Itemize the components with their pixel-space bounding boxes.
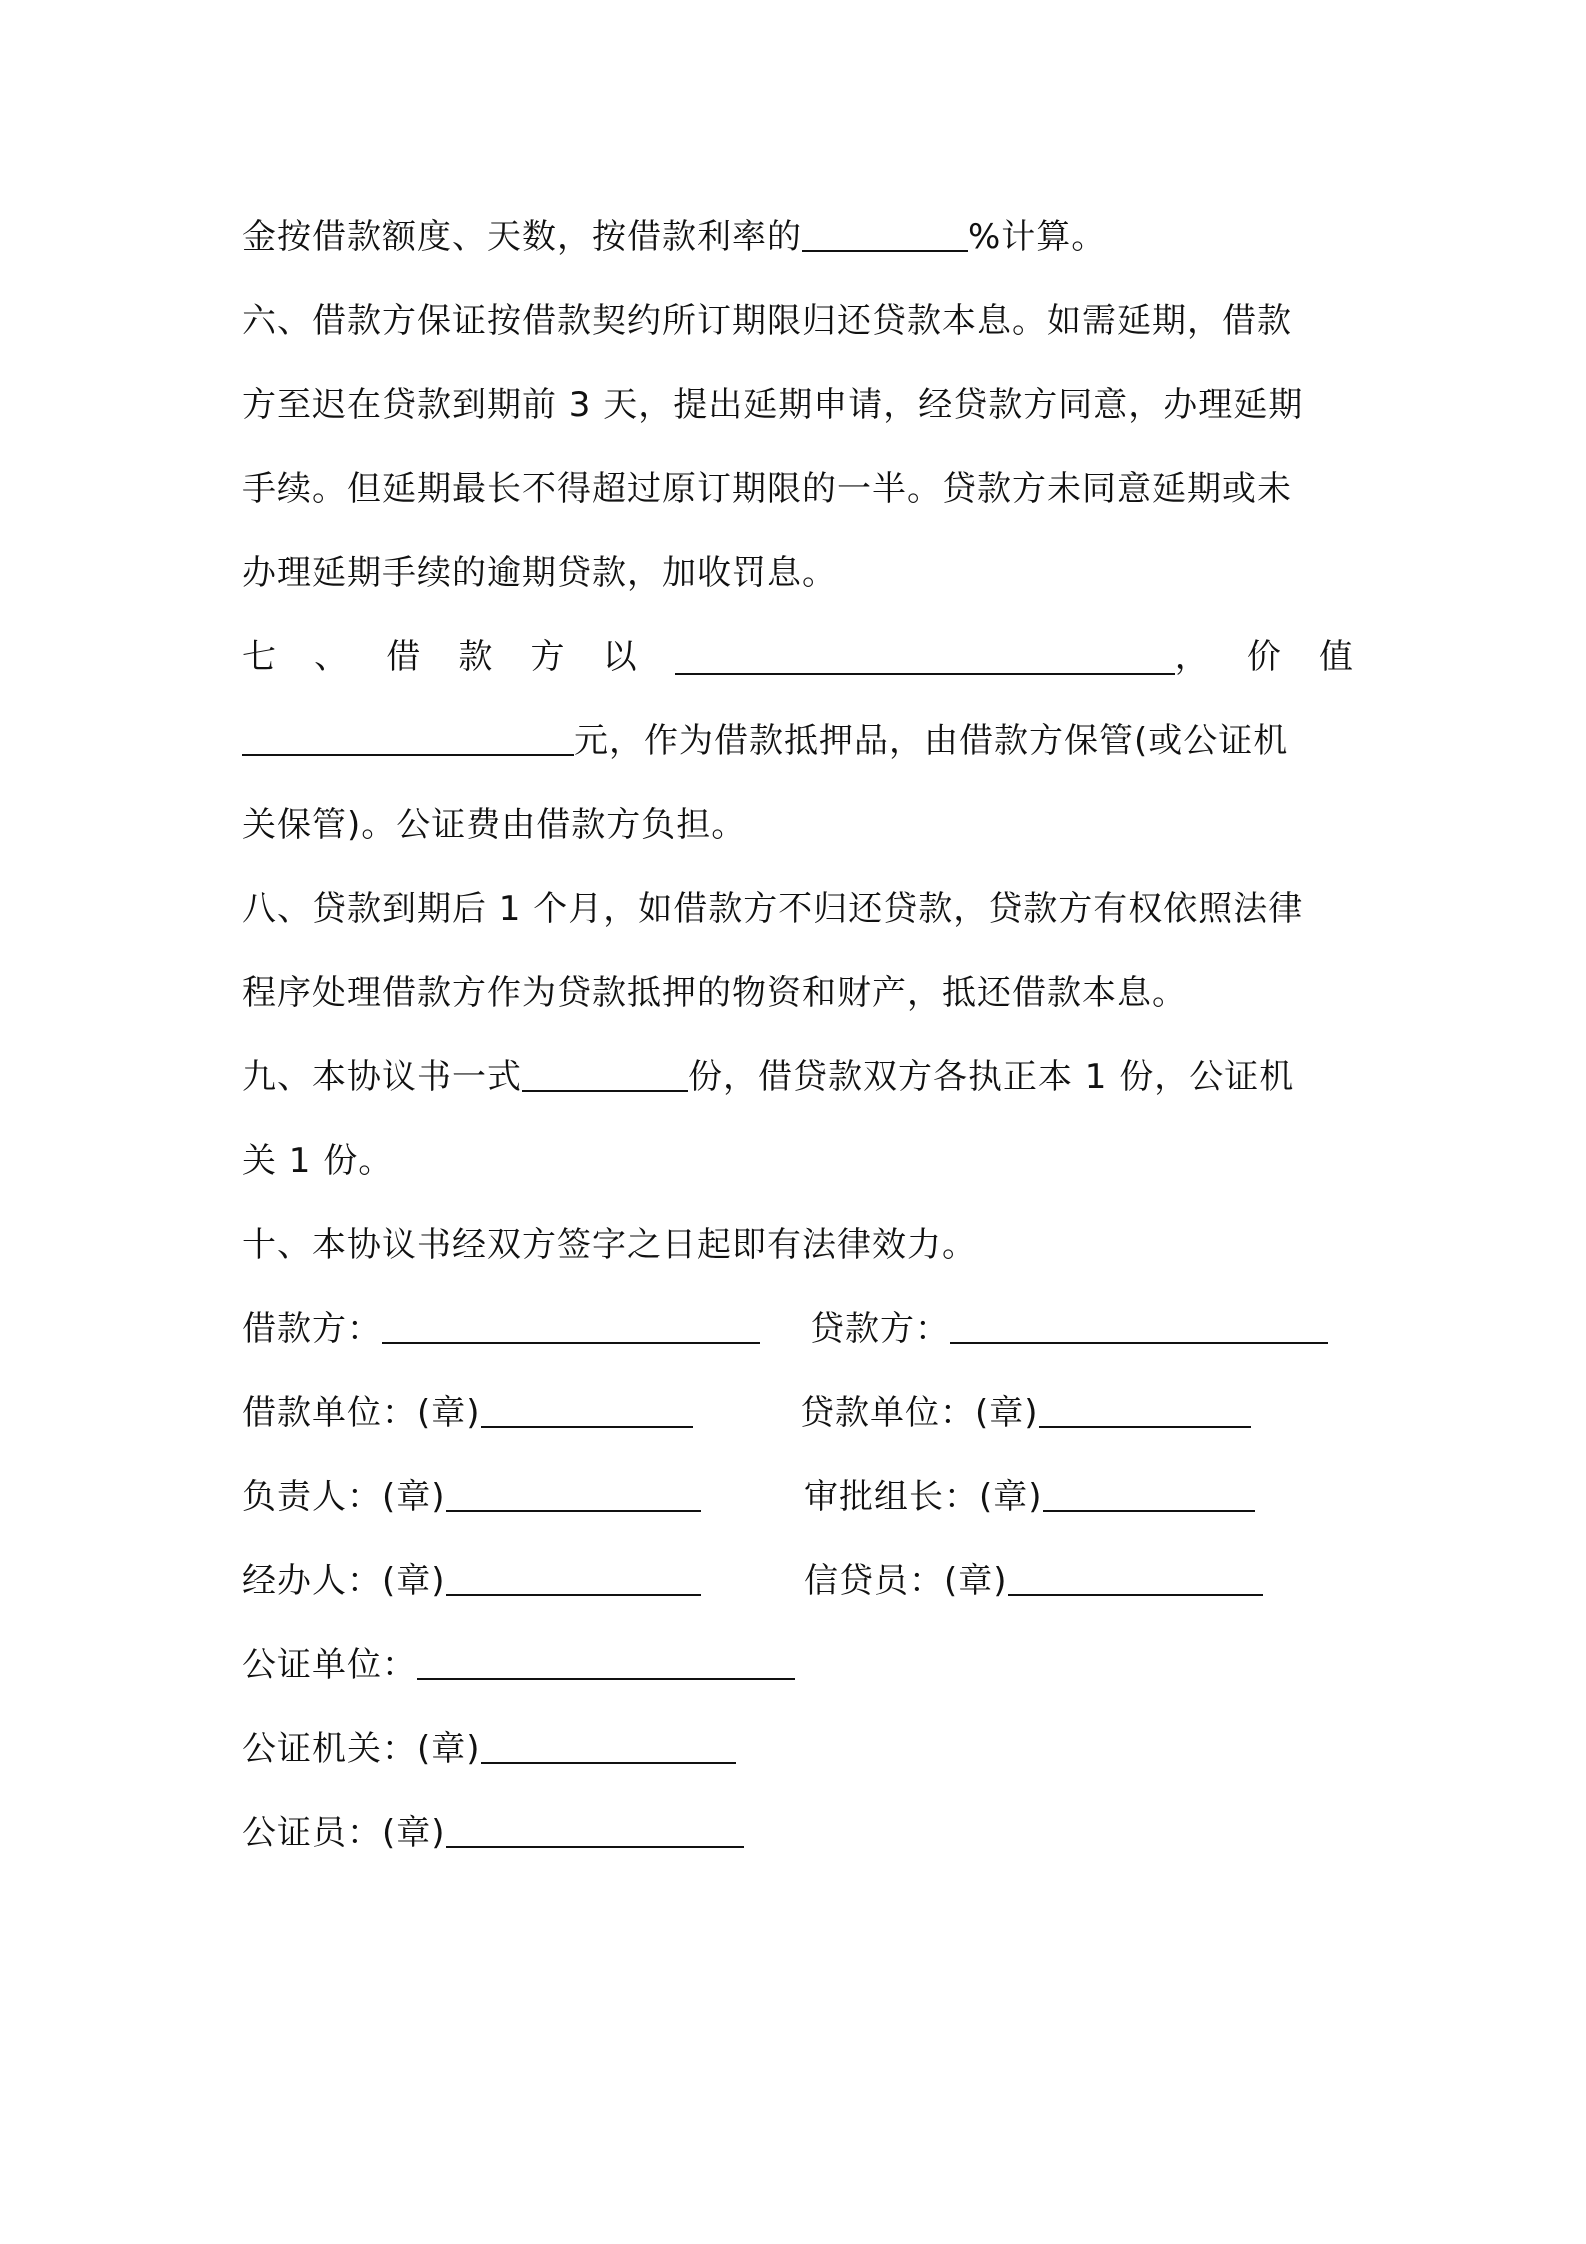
clause-7-line-1: [242, 615, 1354, 699]
lender-label: 贷款方：: [810, 1309, 950, 1349]
clause-8-line-1: 八、贷款到期后 1 个月，如借款方不归还贷款，贷款方有权依照法律: [242, 889, 1304, 929]
borrower-signature: [242, 1287, 760, 1371]
signature-row: [242, 1539, 1354, 1623]
copies-blank: [522, 1056, 688, 1092]
clause-6-line-3: 手续。但延期最长不得超过原订期限的一半。贷款方未同意延期或未: [242, 469, 1292, 509]
clause-6-line-2: 方至迟在贷款到期前 3 天，提出延期申请，经贷款方同意，办理延期: [242, 385, 1304, 425]
approval-leader-blank: [1043, 1476, 1255, 1512]
signature-row: [242, 1287, 1354, 1371]
text-line: [242, 195, 1354, 279]
clause-7-line-3: 关保管)。公证费由借款方负担。: [242, 805, 747, 845]
percent-text: %计算。: [968, 217, 1107, 257]
signature-row: [242, 1791, 1354, 1875]
borrower-unit-blank: [481, 1392, 693, 1428]
handler-signature: [242, 1539, 701, 1623]
clause-6-line-4: 办理延期手续的逾期贷款，加收罚息。: [242, 553, 837, 593]
clause-7-char: 方: [530, 637, 566, 677]
clause-10-line: 十、本协议书经双方签字之日起即有法律效力。: [242, 1225, 977, 1265]
person-in-charge-label: 负责人：(章): [242, 1477, 446, 1517]
clause-7-char: 款: [458, 637, 494, 677]
borrower-unit-signature: [242, 1371, 693, 1455]
clause-7-char: 、: [314, 637, 350, 677]
clause-9-line-2: 关 1 份。: [242, 1141, 394, 1181]
clause-7-char: 价: [1246, 637, 1282, 677]
clause-6-line-1: 六、借款方保证按借款契约所订期限归还贷款本息。如需延期，借款: [242, 301, 1292, 341]
lender-signature: [810, 1287, 1328, 1371]
interest-rate-blank: [802, 216, 968, 252]
handler-label: 经办人：(章): [242, 1561, 446, 1601]
notary-signature: [242, 1791, 744, 1875]
lender-unit-label: 贷款单位：(章): [800, 1393, 1039, 1433]
clause-7-char: 借: [386, 637, 422, 677]
collateral-blank: [675, 639, 1175, 675]
lender-unit-blank: [1039, 1392, 1251, 1428]
clause-7-char: 以: [602, 637, 638, 677]
borrower-blank: [382, 1308, 760, 1344]
clause-7-char: 七: [242, 637, 277, 677]
clause-7-char: 值: [1319, 637, 1354, 677]
interest-text: 金按借款额度、天数，按借款利率的: [242, 217, 802, 257]
lender-blank: [950, 1308, 1328, 1344]
notary-label: 公证员：(章): [242, 1813, 446, 1853]
notary-blank: [446, 1812, 744, 1848]
person-in-charge-signature: [242, 1455, 701, 1539]
handler-blank: [446, 1560, 701, 1596]
clause-7-line-2: [242, 699, 1354, 783]
lender-unit-signature: [800, 1371, 1251, 1455]
signature-row: [242, 1707, 1354, 1791]
clause-9-text-2: 份，借贷款双方各执正本 1 份，公证机: [688, 1057, 1295, 1097]
notary-office-signature: [242, 1707, 736, 1791]
credit-officer-blank: [1008, 1560, 1263, 1596]
document-body: [242, 195, 1354, 1875]
borrower-label: 借款方：: [242, 1309, 382, 1349]
signature-row: [242, 1455, 1354, 1539]
clause-9-line-1: [242, 1035, 1354, 1119]
clause-8-line-2: 程序处理借款方作为贷款抵押的物资和财产，抵还借款本息。: [242, 973, 1187, 1013]
clause-7-text: 元，作为借款抵押品，由借款方保管(或公证机: [574, 721, 1289, 761]
collateral-value-blank: [242, 720, 574, 756]
signature-row: [242, 1371, 1354, 1455]
person-in-charge-blank: [446, 1476, 701, 1512]
approval-leader-label: 审批组长：(章): [804, 1477, 1043, 1517]
notary-office-blank: [481, 1728, 736, 1764]
credit-officer-signature: [804, 1539, 1263, 1623]
credit-officer-label: 信贷员：(章): [804, 1561, 1008, 1601]
signature-row: [242, 1623, 1354, 1707]
clause-7-comma: ，: [1174, 637, 1210, 677]
notary-unit-label: 公证单位：: [242, 1645, 417, 1685]
notary-office-label: 公证机关：(章): [242, 1729, 481, 1769]
notary-unit-signature: [242, 1623, 795, 1707]
notary-unit-blank: [417, 1644, 795, 1680]
approval-leader-signature: [804, 1455, 1255, 1539]
borrower-unit-label: 借款单位：(章): [242, 1393, 481, 1433]
clause-9-text: 九、本协议书一式: [242, 1057, 522, 1097]
